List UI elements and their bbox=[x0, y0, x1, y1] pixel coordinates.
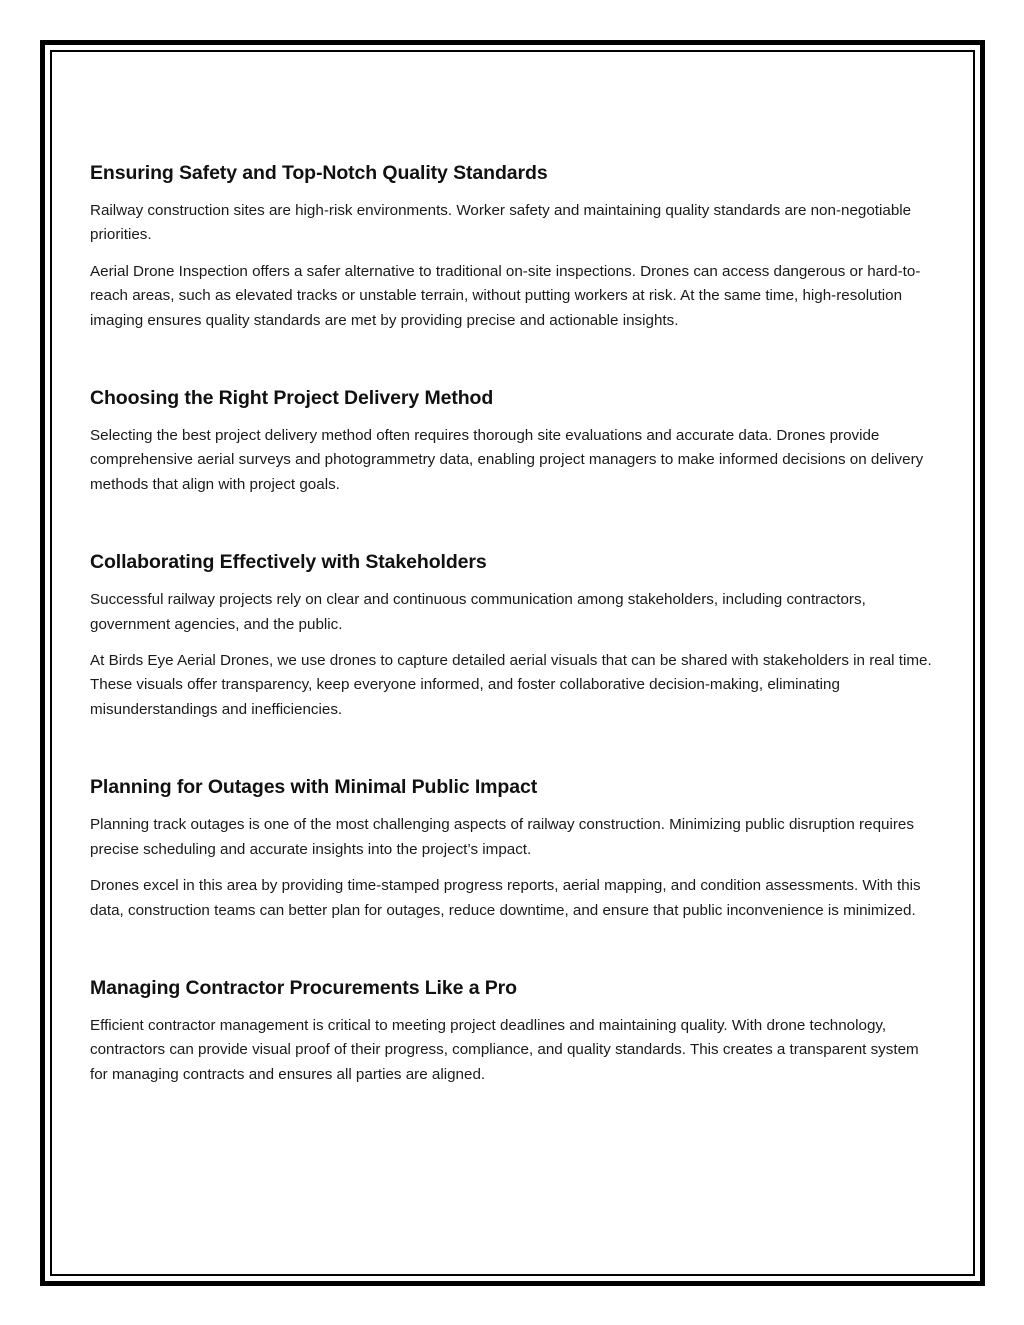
section-safety-quality bbox=[90, 158, 932, 333]
section-heading: Managing Contractor Procurements Like a Pro bbox=[90, 976, 517, 999]
paragraph: Railway construction sites are high-risk environments. Worker safety and maintaining quality standards are non-negotiable priorities. bbox=[90, 202, 912, 244]
section-heading: Collaborating Effectively with Stakeholders bbox=[90, 551, 487, 574]
section-contractor-procurement bbox=[90, 973, 932, 1087]
section-outages bbox=[90, 772, 932, 923]
paragraph: Aerial Drone Inspection offers a safer alternative to traditional on-site inspections. Drones can access dangerous or hard-to-reach areas, such as elevated tracks or unstable terrain, without putting workers at risk. At the same time, high-resolution imaging ensures quality standards are met by providing precise and actionable insights. bbox=[90, 262, 921, 329]
paragraph: Planning track outages is one of the most challenging aspects of railway construction. Minimizing public disruption requires precise scheduling and accurate insights into the project’s impact. bbox=[90, 816, 914, 858]
paragraph: Selecting the best project delivery method often requires thorough site evaluations and accurate data. Drones provide comprehensive aerial surveys and photogrammetry data, enabling project managers to make informed decisions on delivery methods that align with project goals. bbox=[90, 427, 924, 493]
document-body bbox=[90, 158, 932, 1087]
section-heading: Planning for Outages with Minimal Public Impact bbox=[90, 776, 538, 799]
paragraph: Efficient contractor management is critical to meeting project deadlines and maintaining quality. With drone technology, contractors can provide visual proof of their progress, compliance, and quality standards. This creates a transparent system for managing contracts and ensures all parties are aligned. bbox=[90, 1016, 919, 1083]
paragraph: At Birds Eye Aerial Drones, we use drones to capture detailed aerial visuals that can be shared with stakeholders in real time. These visuals offer transparency, keep everyone informed, and foster collaborative decision-making, eliminating misunderstandings and inefficiencies. bbox=[90, 652, 932, 718]
section-heading: Ensuring Safety and Top-Notch Quality Standards bbox=[90, 162, 548, 184]
paragraph: Successful railway projects rely on clear and continuous communication among stakeholders, including contractors, government agencies, and the public. bbox=[90, 591, 866, 633]
section-project-delivery bbox=[90, 383, 932, 497]
section-stakeholders bbox=[90, 547, 932, 722]
section-heading: Choosing the Right Project Delivery Method bbox=[90, 387, 494, 410]
paragraph: Drones excel in this area by providing time-stamped progress reports, aerial mapping, and condition assessments. With this data, construction teams can better plan for outages, reduce downtime, and ensure that public inconvenience is minimized. bbox=[90, 877, 921, 919]
